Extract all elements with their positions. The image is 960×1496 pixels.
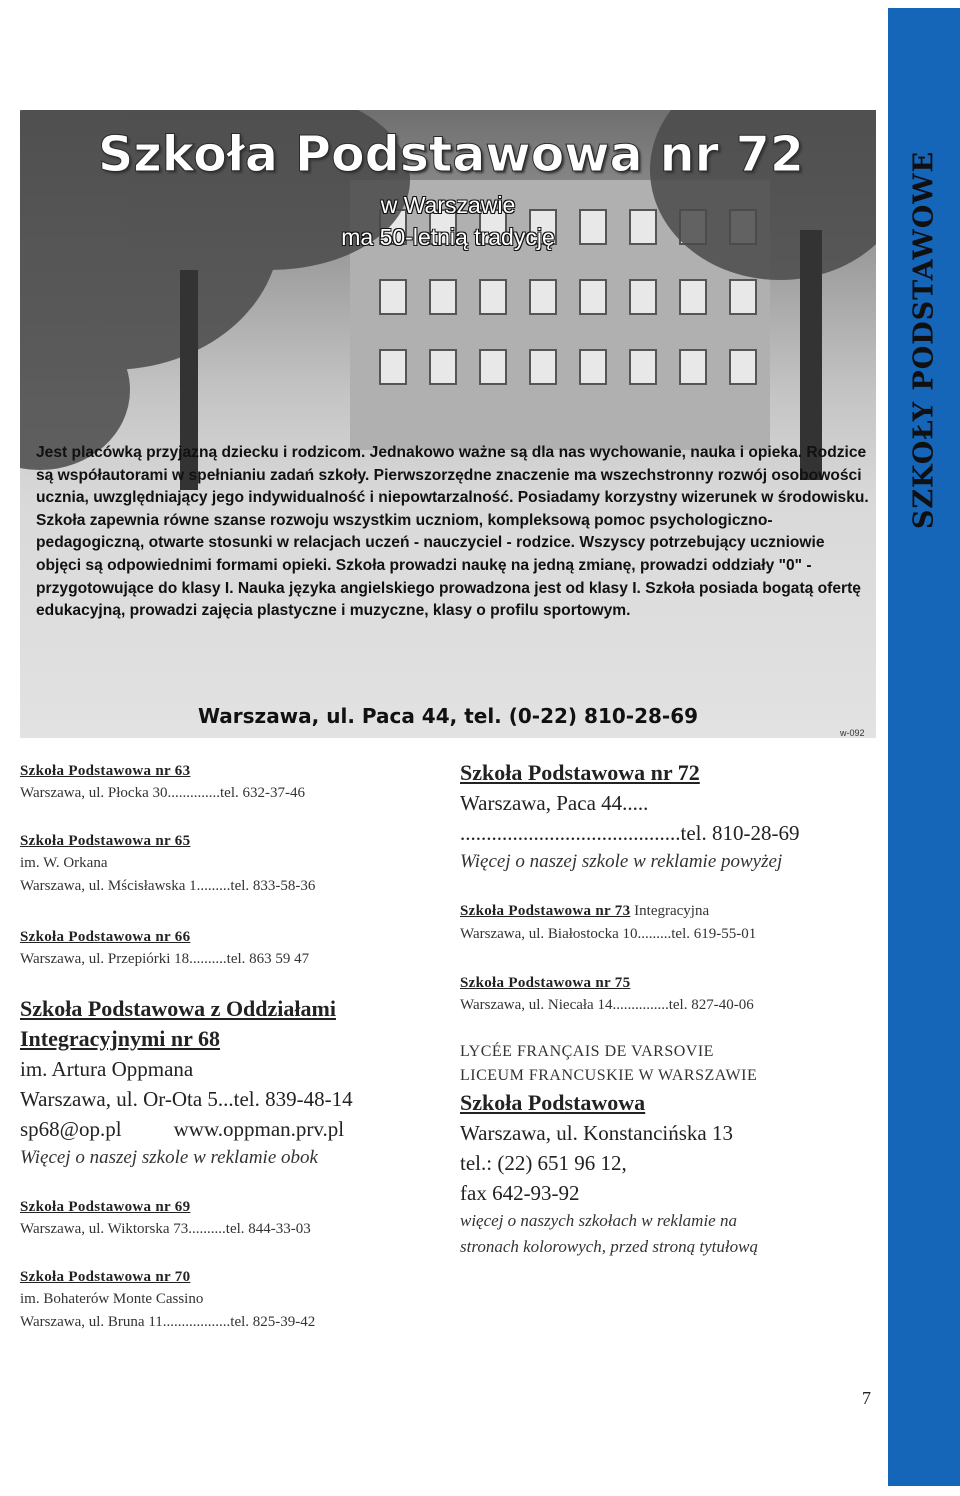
school-72-advertisement — [20, 110, 876, 738]
school-caption-fr: LYCÉE FRANÇAIS DE VARSOVIE — [460, 1043, 714, 1060]
page-number: 7 — [862, 1388, 871, 1408]
school-name: Szkoła Podstawowa nr 65 — [20, 833, 191, 849]
school-address: Warszawa, ul. Wiktorska 73..........tel. 844-33-03 — [20, 1221, 311, 1237]
ad-address: Warszawa, ul. Paca 44, tel. (0-22) 810-28-69 — [197, 704, 699, 728]
entry-school-72 — [460, 758, 799, 876]
ad-subtitle-tradition: ma 50-letnią tradycję — [341, 224, 555, 250]
school-name: Szkoła Podstawowa nr 66 — [20, 929, 191, 945]
entry-school-69 — [20, 1196, 311, 1241]
school-name: Szkoła Podstawowa nr 70 — [20, 1269, 191, 1285]
school-name-line2: Integracyjnymi nr 68 — [20, 1026, 221, 1051]
school-fax: fax 642-93-92 — [460, 1181, 580, 1205]
school-address: Warszawa, ul. Płocka 30..............tel. 632-37-46 — [20, 785, 305, 801]
school-patron: im. Bohaterów Monte Cassino — [20, 1291, 204, 1307]
entry-school-75 — [460, 972, 754, 1017]
email-link[interactable]: sp68@op.pl — [20, 1117, 122, 1141]
entry-school-70 — [20, 1266, 315, 1334]
school-address: Warszawa, ul. Niecała 14...............tel. 827-40-06 — [460, 997, 754, 1013]
school-caption-pl: LICEUM FRANCUSKIE W WARSZAWIE — [460, 1067, 758, 1084]
entry-lycee-francais — [460, 1040, 758, 1260]
school-note: Więcej o naszej szkole w reklamie powyżej — [460, 851, 783, 872]
school-address: Warszawa, ul. Białostocka 10.........tel. 619-55-01 — [460, 926, 757, 942]
school-address: Warszawa, ul. Przepiórki 18..........tel. 863 59 47 — [20, 951, 310, 967]
entry-school-65 — [20, 830, 315, 898]
school-name-line1: Szkoła Podstawowa z Oddziałami — [20, 996, 336, 1021]
school-patron: im. W. Orkana — [20, 855, 108, 871]
school-note-line1: więcej o naszych szkołach w reklamie na — [460, 1211, 737, 1230]
entry-school-66 — [20, 926, 309, 971]
school-name: Szkoła Podstawowa nr 75 — [460, 975, 631, 991]
school-address: Warszawa, Paca 44..... — [460, 791, 649, 815]
school-address: Warszawa, ul. Mścisławska 1.........tel. 833-58-36 — [20, 878, 316, 894]
website-link[interactable]: www.oppman.prv.pl — [173, 1117, 345, 1141]
school-name: Szkoła Podstawowa nr 72 — [460, 760, 700, 785]
school-note-line2: stronach kolorowych, przed stroną tytułową — [460, 1237, 758, 1256]
school-name: Szkoła Podstawowa nr 73 — [460, 903, 631, 919]
school-name: Szkoła Podstawowa — [460, 1090, 646, 1115]
school-address: Warszawa, ul. Bruna 11..................tel. 825-39-42 — [20, 1314, 316, 1330]
entry-school-73 — [460, 900, 756, 946]
ad-subtitle-city: w Warszawie — [380, 192, 516, 218]
school-phone: ..........................................tel. 810-28-69 — [460, 821, 800, 845]
entry-school-68 — [20, 994, 353, 1172]
school-contact — [20, 1114, 353, 1144]
school-phone: tel.: (22) 651 96 12, — [460, 1151, 627, 1175]
school-name: Szkoła Podstawowa nr 69 — [20, 1199, 191, 1215]
school-note: Więcej o naszej szkole w reklamie obok — [20, 1147, 318, 1168]
school-patron: im. Artura Oppmana — [20, 1057, 194, 1081]
school-address: Warszawa, ul. Konstancińska 13 — [460, 1121, 733, 1145]
ad-title: Szkoła Podstawowa nr 72 — [98, 126, 804, 183]
school-name: Szkoła Podstawowa nr 63 — [20, 763, 191, 779]
entry-school-63 — [20, 760, 305, 805]
ad-description: Jest placówką przyjazną dziecku i rodzicom. Jednakowo ważne są dla nas wychowanie, nauka i opieka. Rodzice są współautorami w spełnianiu zadań szkoły. Pierwszorzędne znaczenie ma wszechstronny rozwój osobowości ucznia, uwzględniający jego indywidualność i niepowtarzalność. Posiadamy korzystny wizerunek w środowisku. Szkoła zapewnia równe szanse rozwoju wszystkim uczniom, kompleksową pomoc psychologiczno-pedagogiczną, otwarte stosunki w relacjach uczeń - nauczyciel - rodzice. Wszyscy potrzebujący uczniowie objęci są odpowiednimi formami opieki. Szkoła prowadzi naukę na jedną zmianę, prowadzi oddziały "0" - przygotowujące do klasy I. Nauka języka angielskiego prowadzona jest od klasy I. Szkoła posiada bogatą ofertę edukacyjną, prowadzi zajęcia plastyczne i muzyczne, klasy o profilu sportowym. — [36, 444, 869, 620]
ad-code: w-092 — [840, 728, 865, 738]
section-title: SZKOŁY PODSTAWOWE — [908, 150, 940, 530]
school-type: Integracyjna — [630, 903, 710, 919]
school-address: Warszawa, ul. Or-Ota 5...tel. 839-48-14 — [20, 1087, 353, 1111]
